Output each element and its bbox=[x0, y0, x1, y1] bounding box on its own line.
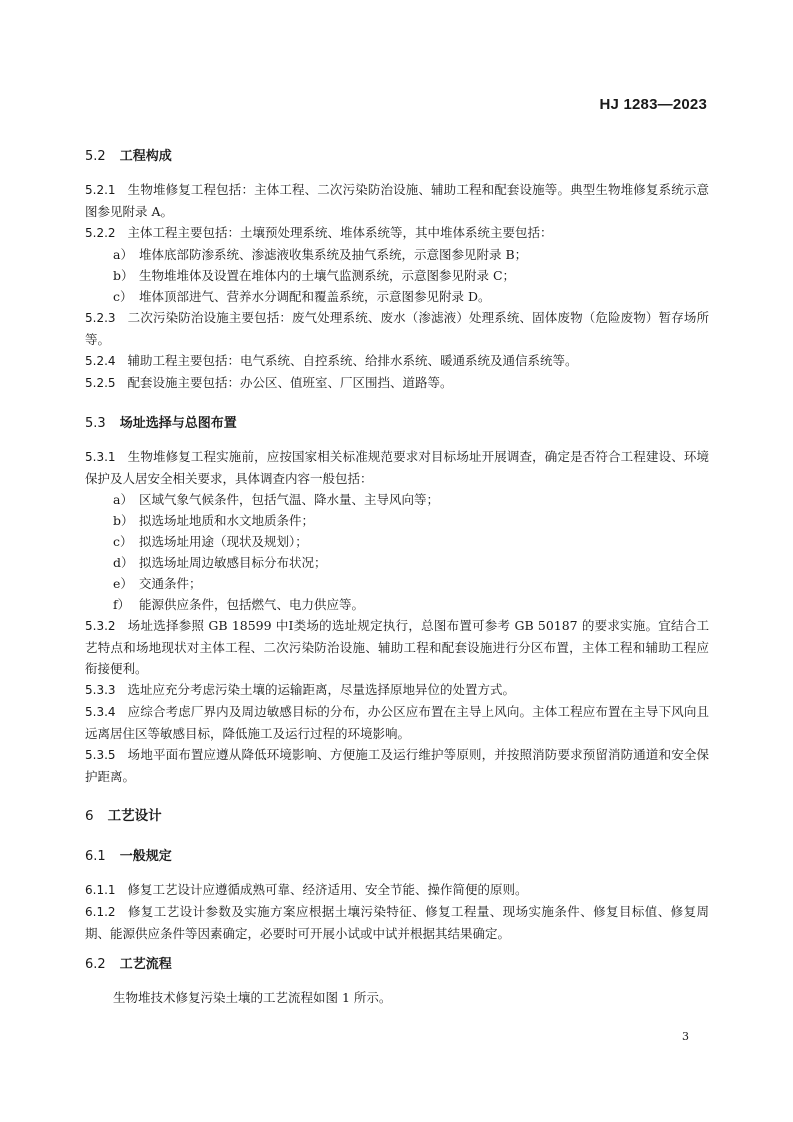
standard-number: HJ 1283—2023 bbox=[599, 96, 707, 113]
clause-5-2-4: 5.2.4 辅助工程主要包括：电气系统、自控系统、给排水系统、暖通系统及通信系统等。 bbox=[85, 353, 578, 368]
section-heading-6-1: 6.1 一般规定 bbox=[85, 849, 172, 864]
page-number: 3 bbox=[682, 1030, 689, 1043]
list-item: f） 能源供应条件，包括燃气、电力供应等。 bbox=[113, 597, 365, 612]
clause-5-3-3: 5.3.3 选址应充分考虑污染土壤的运输距离，尽量选择原地异位的处置方式。 bbox=[85, 682, 516, 697]
list-item: a） 区域气象气候条件，包括气温、降水量、主导风向等； bbox=[113, 492, 440, 507]
clause-5-2-3: 5.2.3 二次污染防治设施主要包括：废气处理系统、废水（渗滤液）处理系统、固体废物（危险废物）暂存场所等。 bbox=[85, 310, 709, 347]
section-heading-6-2: 6.2 工艺流程 bbox=[85, 957, 172, 972]
list-item: c） 拟选场址用途（现状及规划）； bbox=[113, 534, 308, 549]
list-item: c） 堆体顶部进气、营养水分调配和覆盖系统，示意图参见附录 D。 bbox=[113, 289, 491, 304]
clause-5-2-1: 5.2.1 生物堆修复工程包括：主体工程、二次污染防治设施、辅助工程和配套设施等。典型生物堆修复系统示意图参见附录 A。 bbox=[85, 182, 709, 219]
paragraph-6-2: 生物堆技术修复污染土壤的工艺流程如图 1 所示。 bbox=[113, 990, 392, 1005]
page-body bbox=[85, 146, 709, 1008]
chapter-heading-6: 6 工艺设计 bbox=[85, 808, 162, 824]
clause-6-1-2: 6.1.2 修复工艺设计参数及实施方案应根据土壤污染特征、修复工程量、现场实施条件、修复目标值、修复周期、能源供应条件等因素确定，必要时可开展小试或中试并根据其结果确定。 bbox=[85, 904, 709, 941]
list-item: b） 生物堆堆体及设置在堆体内的土壤气监测系统，示意图参见附录 C； bbox=[113, 268, 516, 283]
section-heading-5-2: 5.2 工程构成 bbox=[85, 149, 172, 164]
clause-5-2-2: 5.2.2 主体工程主要包括：土壤预处理系统、堆体系统等，其中堆体系统主要包括： bbox=[85, 225, 553, 240]
section-heading-5-3: 5.3 场址选择与总图布置 bbox=[85, 416, 237, 431]
list-item: a） 堆体底部防渗系统、渗滤液收集系统及抽气系统，示意图参见附录 B； bbox=[113, 247, 528, 262]
clause-5-3-5: 5.3.5 场地平面布置应遵从降低环境影响、方便施工及运行维护等原则，并按照消防要求预留消防通道和安全保护距离。 bbox=[85, 747, 709, 784]
clause-6-1-1: 6.1.1 修复工艺设计应遵循成熟可靠、经济适用、安全节能、操作简便的原则。 bbox=[85, 882, 528, 897]
list-item: b） 拟选场址地质和水文地质条件； bbox=[113, 513, 315, 528]
clause-5-3-4: 5.3.4 应综合考虑厂界内及周边敏感目标的分布，办公区应布置在主导上风向。主体工程应布置在主导下风向且远离居住区等敏感目标，降低施工及运行过程的环境影响。 bbox=[85, 704, 709, 741]
list-item: e） 交通条件； bbox=[113, 576, 202, 591]
clause-5-3-1: 5.3.1 生物堆修复工程实施前，应按国家相关标准规范要求对目标场址开展调查，确定是否符合工程建设、环境保护及人居安全相关要求，具体调查内容一般包括： bbox=[85, 449, 709, 486]
list-item: d） 拟选场址周边敏感目标分布状况； bbox=[113, 555, 327, 570]
clause-5-3-2: 5.3.2 场址选择参照 GB 18599 中Ⅰ类场的选址规定执行，总图布置可参考 GB 50187 的要求实施。宜结合工艺特点和场地现状对主体工程、二次污染防治设施、辅助工程和配套设施进行分区布置，主体工程和辅助工程应衔接便利。 bbox=[85, 618, 709, 676]
clause-5-2-5: 5.2.5 配套设施主要包括：办公区、值班室、厂区围挡、道路等。 bbox=[85, 375, 453, 390]
